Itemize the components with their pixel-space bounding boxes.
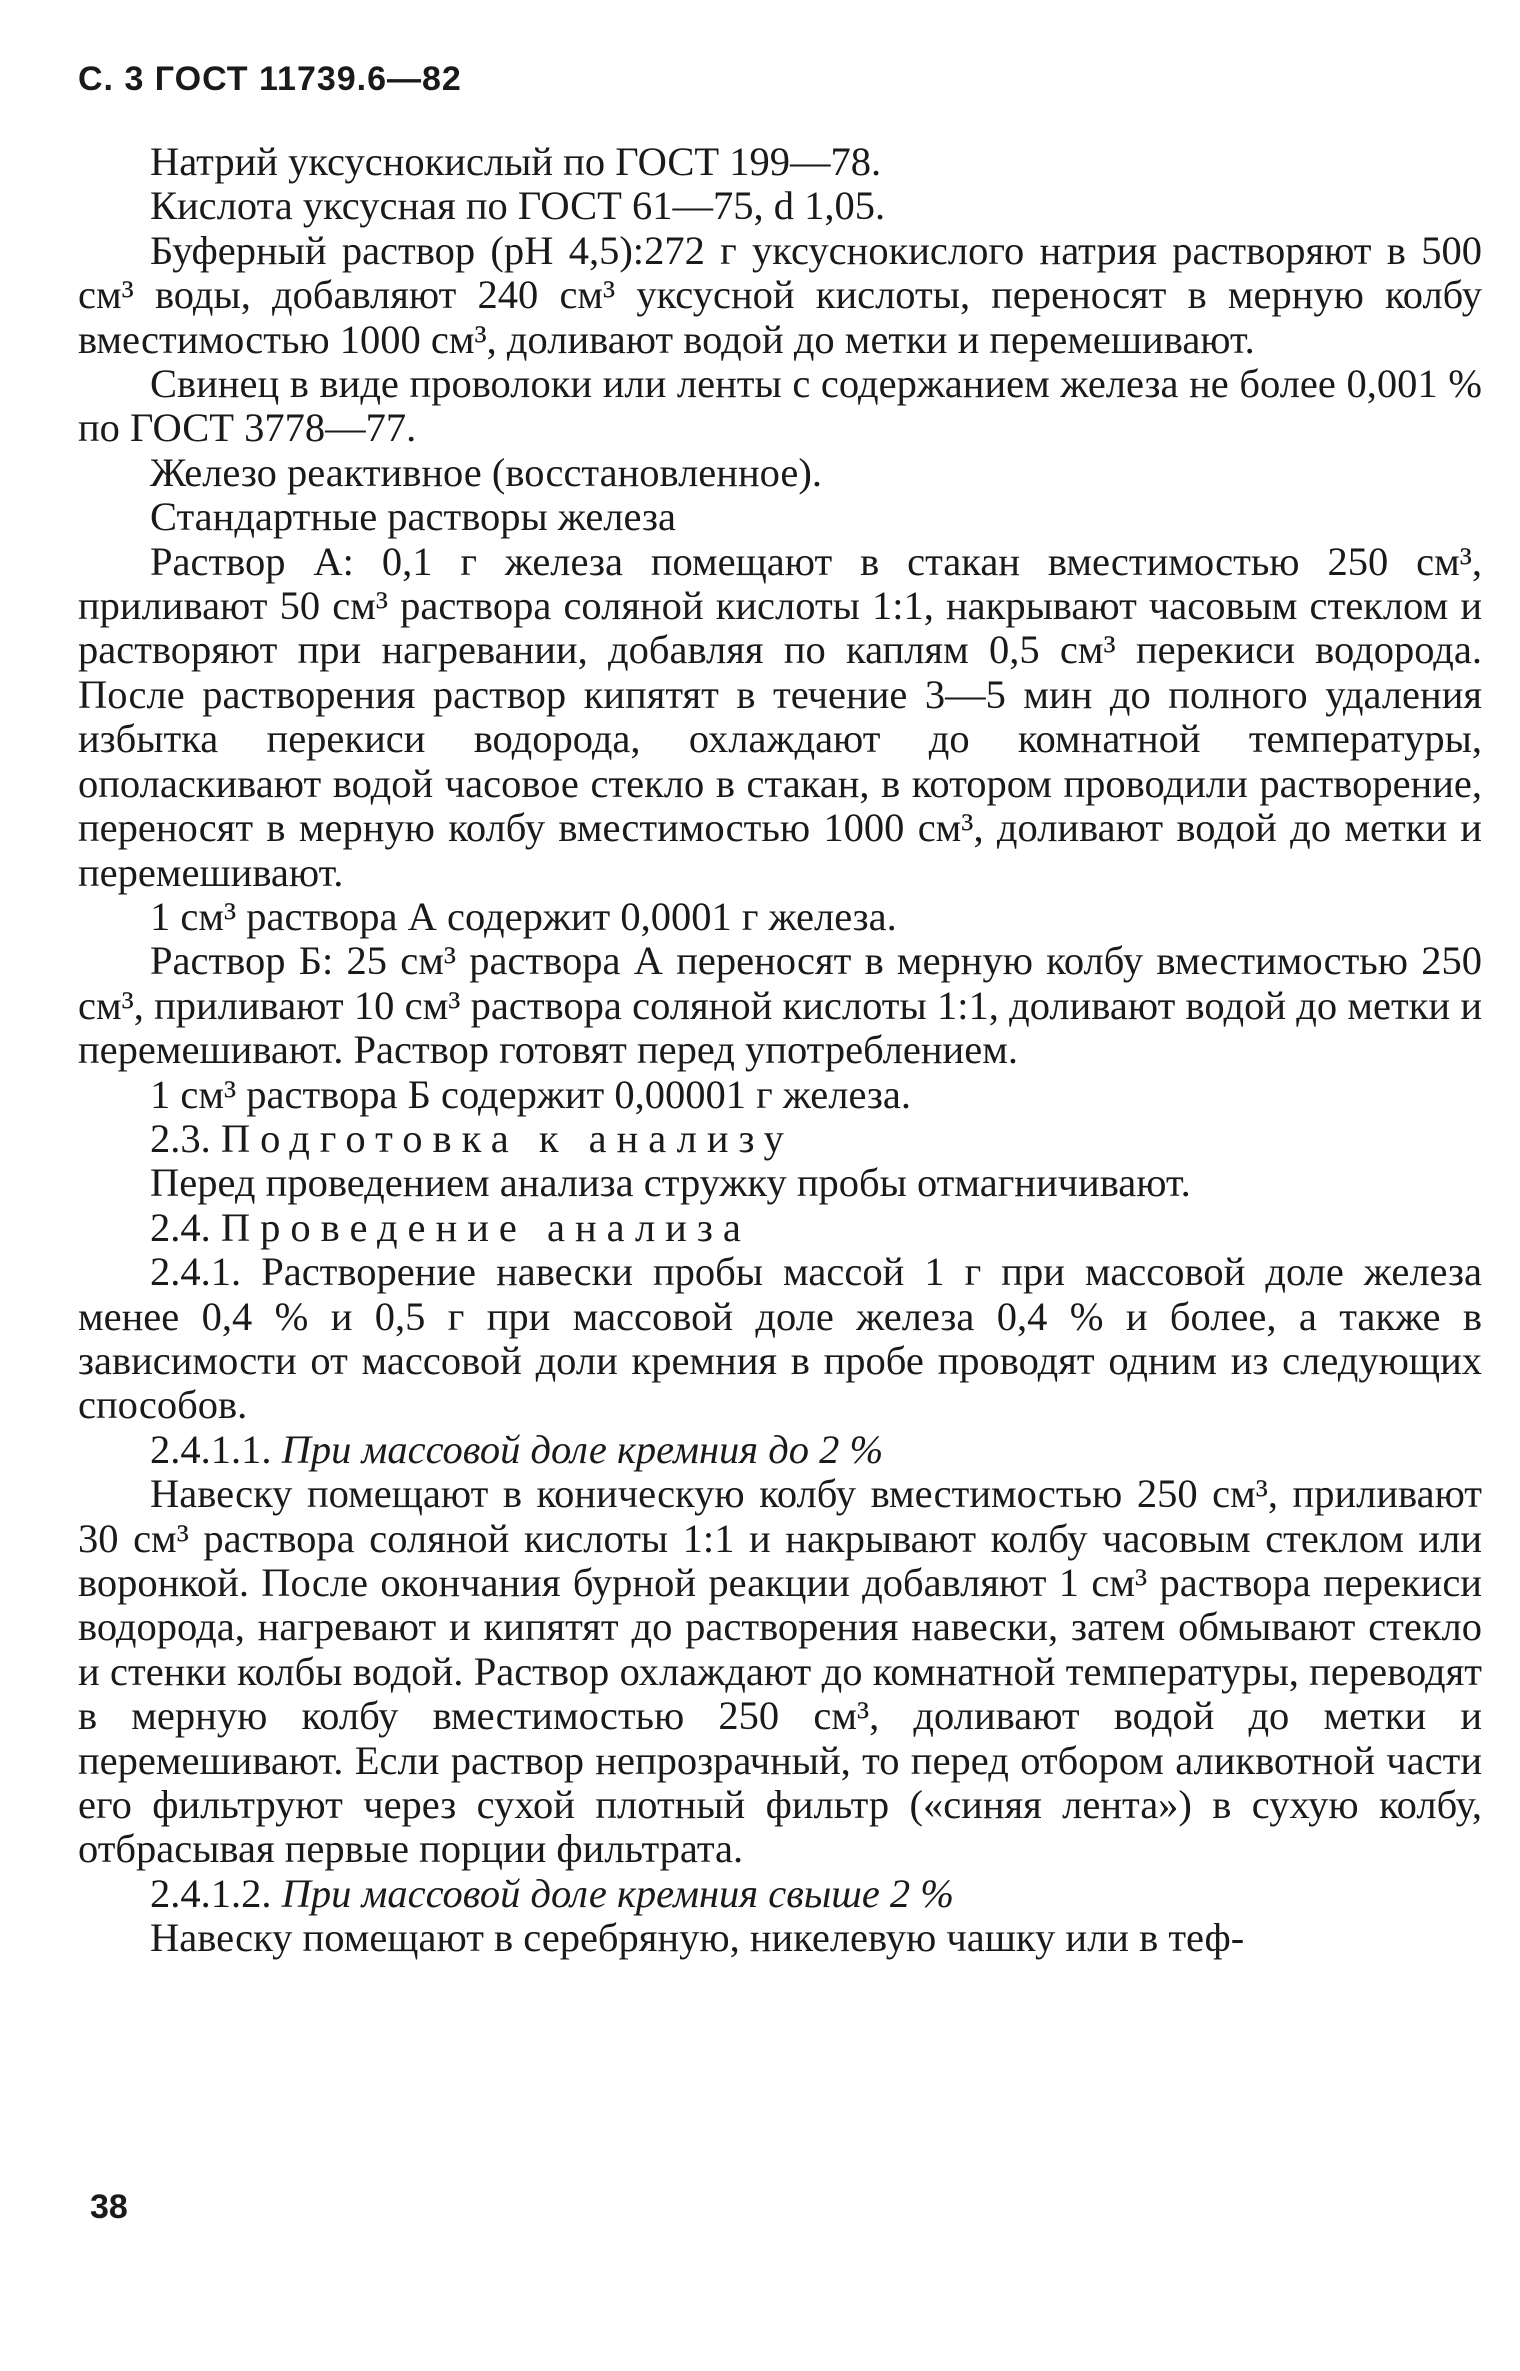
paragraph: Перед проведением анализа стружку пробы отмагничивают. — [150, 1160, 1191, 1206]
section-heading-2-3 — [78, 1117, 1482, 1161]
paragraph: Свинец в виде проволоки или ленты с содержанием железа не более 0,001 % по ГОСТ 3778—77. — [78, 361, 1482, 451]
section-number: 2.4.1.2. — [150, 1870, 272, 1916]
section-heading-2-4-1-2 — [78, 1872, 1482, 1916]
paragraph: Навеску помещают в серебряную, никелевую чашку или в теф- — [150, 1915, 1245, 1961]
section-number: 2.3. — [150, 1115, 211, 1161]
paragraph: Навеску помещают в коническую колбу вместимостью 250 см³, приливают 30 см³ раствора соляной кислоты 1:1 и накрывают колбу часовым стеклом или воронкой. После окончания бурной реакции добавляют 1 см³ раствора перекиси водорода, нагревают и кипятят до растворения навески, затем обмывают стекло и стенки колбы водой. Раствор охлаждают до комнатной температуры, переводят в мерную колбу вместимостью 250 см³, доливают водой до метки и перемешивают. Если раствор непрозрачный, то перед отбором аликвотной части его фильтруют через сухой плотный фильтр («синяя лента») в сухую колбу, отбрасывая первые порции фильтрата. — [78, 1471, 1482, 1872]
paragraph: Раствор А: 0,1 г железа помещают в стакан вместимостью 250 см³, приливают 50 см³ раствора соляной кислоты 1:1, накрывают часовым стеклом и растворяют при нагревании, добавляя по каплям 0,5 см³ перекиси водорода. После растворения раствор кипятят в течение 3—5 мин до полного удаления избытка перекиси водорода, охлаждают до комнатной температуры, ополаскивают водой часовое стекло в стакан, в котором проводили растворение, переносят в мерную колбу вместимостью 1000 см³, доливают водой до метки и перемешивают. — [78, 538, 1482, 895]
section-title: Подготовка к анализу — [220, 1115, 794, 1161]
page-header: С. 3 ГОСТ 11739.6—82 — [78, 60, 462, 98]
section-title: При массовой доле кремния до 2 % — [281, 1426, 884, 1472]
paragraph: Железо реактивное (восстановленное). — [150, 449, 822, 495]
paragraph: 1 см³ раствора Б содержит 0,00001 г железа. — [150, 1071, 912, 1117]
paragraph: 2.4.1. Растворение навески пробы массой 1 г при массовой доле железа менее 0,4 % и 0,5 г при массовой доле железа 0,4 % и более, а также в зависимости от массовой доли кремния в пробе проводят одним из следующих способов. — [78, 1249, 1482, 1428]
paragraph: 1 см³ раствора А содержит 0,0001 г железа. — [150, 893, 897, 939]
paragraph: Буферный раствор (рН 4,5):272 г уксуснокислого натрия растворяют в 500 см³ воды, добавляют 240 см³ уксусной кислоты, переносят в мерную колбу вместимостью 1000 см³, доливают водой до метки и перемешивают. — [78, 227, 1482, 362]
paragraph: Натрий уксуснокислый по ГОСТ 199—78. — [150, 139, 882, 184]
paragraph: Кислота уксусная по ГОСТ 61—75, d 1,05. — [150, 183, 886, 229]
paragraph: Раствор Б: 25 см³ раствора А переносят в мерную колбу вместимостью 250 см³, приливают 10 см³ раствора соляной кислоты 1:1, доливают водой до метки и перемешивают. Раствор готовят перед употреблением. — [78, 938, 1482, 1073]
paragraph: Стандартные растворы железа — [150, 494, 676, 540]
section-number: 2.4. — [150, 1204, 211, 1250]
section-title: При массовой доле кремния свыше 2 % — [281, 1870, 955, 1916]
section-heading-2-4 — [78, 1206, 1482, 1250]
section-title: Проведение анализа — [220, 1204, 751, 1250]
section-number: 2.4.1.1. — [150, 1426, 272, 1472]
section-heading-2-4-1-1 — [78, 1428, 1482, 1472]
document-body — [78, 140, 1482, 1961]
page-number: 38 — [90, 2188, 128, 2226]
